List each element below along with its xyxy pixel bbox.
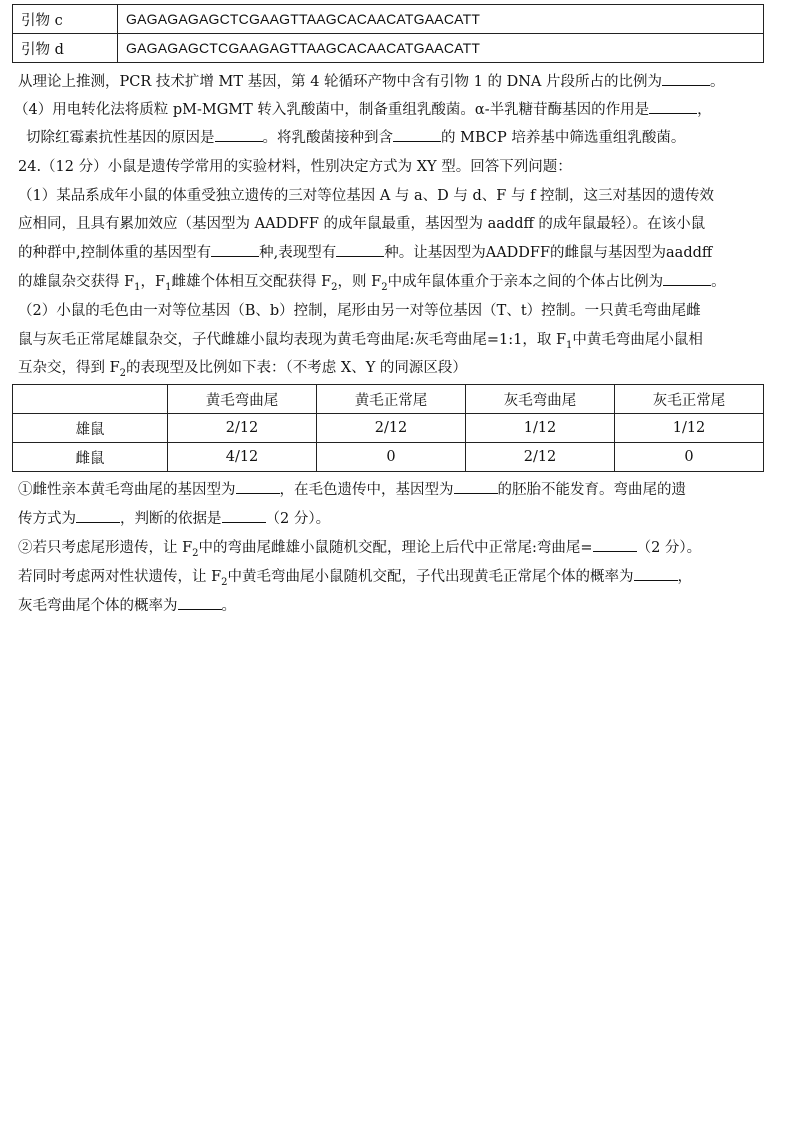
q24-part2-line3: 互杂交，得到 $F_2$的表现型及比例如下表：（不考虑 X、Y 的同源区段） (18, 360, 467, 379)
table-header-cell: 黄毛弯曲尾 (168, 385, 317, 414)
table-header-cell: 灰毛正常尾 (615, 385, 764, 414)
table-cell: 2/12 (317, 414, 466, 443)
table-cell: 2/12 (466, 443, 615, 472)
primer-table (12, 4, 764, 63)
q24-sub1-line2: 传方式为 ，判断的依据是 （2 分）。 (18, 505, 788, 533)
q24-part1-line1: （1）某品系成年小鼠的体重受独立遗传的三对等位基因 A 与 a、D 与 d、F 与 f 控制，这三对基因的遗传效 (18, 188, 715, 204)
answer-blank (634, 566, 678, 581)
answer-blank (236, 479, 280, 494)
q24-part2-line1: （2）小鼠的毛色由一对等位基因（B、b）控制，尾形由另一对等位基因（T、t）控制。一只黄毛弯曲尾雌 (18, 303, 701, 319)
q24-sub2-line2: 若同时考虑两对性状遗传，让 $F_2$中黄毛弯曲尾小鼠随机交配，子代出现黄毛正常尾个体的概率为 ， (18, 563, 788, 597)
table-cell: 0 (615, 443, 764, 472)
answer-blank (454, 479, 498, 494)
table-row (13, 443, 764, 472)
table-row-label: 雌鼠 (13, 443, 168, 472)
q24-part2-line2: 鼠与灰毛正常尾雄鼠杂交，子代雌雄小鼠均表现为黄毛弯曲尾:灰毛弯曲尾=1:1，取 $F_1$中黄毛弯曲尾小鼠相 (18, 332, 703, 351)
table-cell: 2/12 (168, 414, 317, 443)
answer-blank (215, 127, 263, 142)
primer-row-d (13, 34, 764, 63)
primer-sequence: GAGAGAGAGCTCGAAGTTAAGCACAACATGAACATT (118, 5, 764, 34)
q23-part4-line1: （4）用电转化法将质粒 pM-MGMT 转入乳酸菌中，制备重组乳酸菌。α-半乳糖苷酶基因的作用是 ， (14, 96, 784, 124)
answer-blank (649, 99, 697, 114)
primer-row-c (13, 5, 764, 34)
primer-label: 引物 d (13, 34, 118, 63)
table-cell: 4/12 (168, 443, 317, 472)
phenotype-table (12, 384, 764, 472)
q24-sub2-line3: 灰毛弯曲尾个体的概率为 。 (18, 592, 788, 620)
q23-part4-line2: 切除红霉素抗性基因的原因是 。将乳酸菌接种到含 的 MBCP 培养基中筛选重组乳酸菌。 (26, 124, 796, 152)
q24-part1-line4: 的雄鼠杂交获得 $F_1$，$F_1$雌雄个体相互交配获得 $F_2$，则 $F_2$中成年鼠体重介于亲本之间的个体占比例为 。 (18, 268, 788, 302)
answer-blank (336, 242, 384, 257)
q24-part1-line2: 应相同，且具有累加效应（基因型为 AADDFF 的成年鼠最重，基因型为 aaddff 的成年鼠最轻）。在该小鼠 (18, 216, 706, 232)
q23-line1: 从理论上推测，PCR 技术扩增 MT 基因，第 4 轮循环产物中含有引物 1 的 DNA 片段所占的比例为 。 (18, 68, 788, 96)
phenotype-table-header (13, 385, 764, 414)
answer-blank (178, 595, 222, 610)
table-header-cell: 黄毛正常尾 (317, 385, 466, 414)
q24-sub1-line1: ①雌性亲本黄毛弯曲尾的基因型为 ，在毛色遗传中，基因型为 的胚胎不能发育。弯曲尾的遗 (18, 476, 788, 504)
table-header-cell: 灰毛弯曲尾 (466, 385, 615, 414)
answer-blank (663, 271, 711, 286)
q24-sub2-line1: ②若只考虑尾形遗传，让 $F_2$中的弯曲尾雌雄小鼠随机交配，理论上后代中正常尾:弯曲尾= （2 分）。 (18, 534, 788, 568)
table-cell: 1/12 (615, 414, 764, 443)
table-header-cell (13, 385, 168, 414)
q24-part1-line3: 的种群中,控制体重的基因型有 种,表现型有 种。让基因型为AADDFF的雌鼠与基因型为aaddff (18, 239, 788, 267)
answer-blank (593, 537, 637, 552)
table-row-label: 雄鼠 (13, 414, 168, 443)
table-cell: 1/12 (466, 414, 615, 443)
primer-label: 引物 c (13, 5, 118, 34)
answer-blank (393, 127, 441, 142)
answer-blank (662, 71, 710, 86)
answer-blank (211, 242, 259, 257)
answer-blank (222, 508, 266, 523)
table-cell: 0 (317, 443, 466, 472)
table-row (13, 414, 764, 443)
primer-sequence: GAGAGAGCTCGAAGAGTTAAGCACAACATGAACATT (118, 34, 764, 63)
q24-heading: 24.（12 分）小鼠是遗传学常用的实验材料，性别决定方式为 XY 型。回答下列问题： (18, 159, 572, 175)
answer-blank (76, 508, 120, 523)
